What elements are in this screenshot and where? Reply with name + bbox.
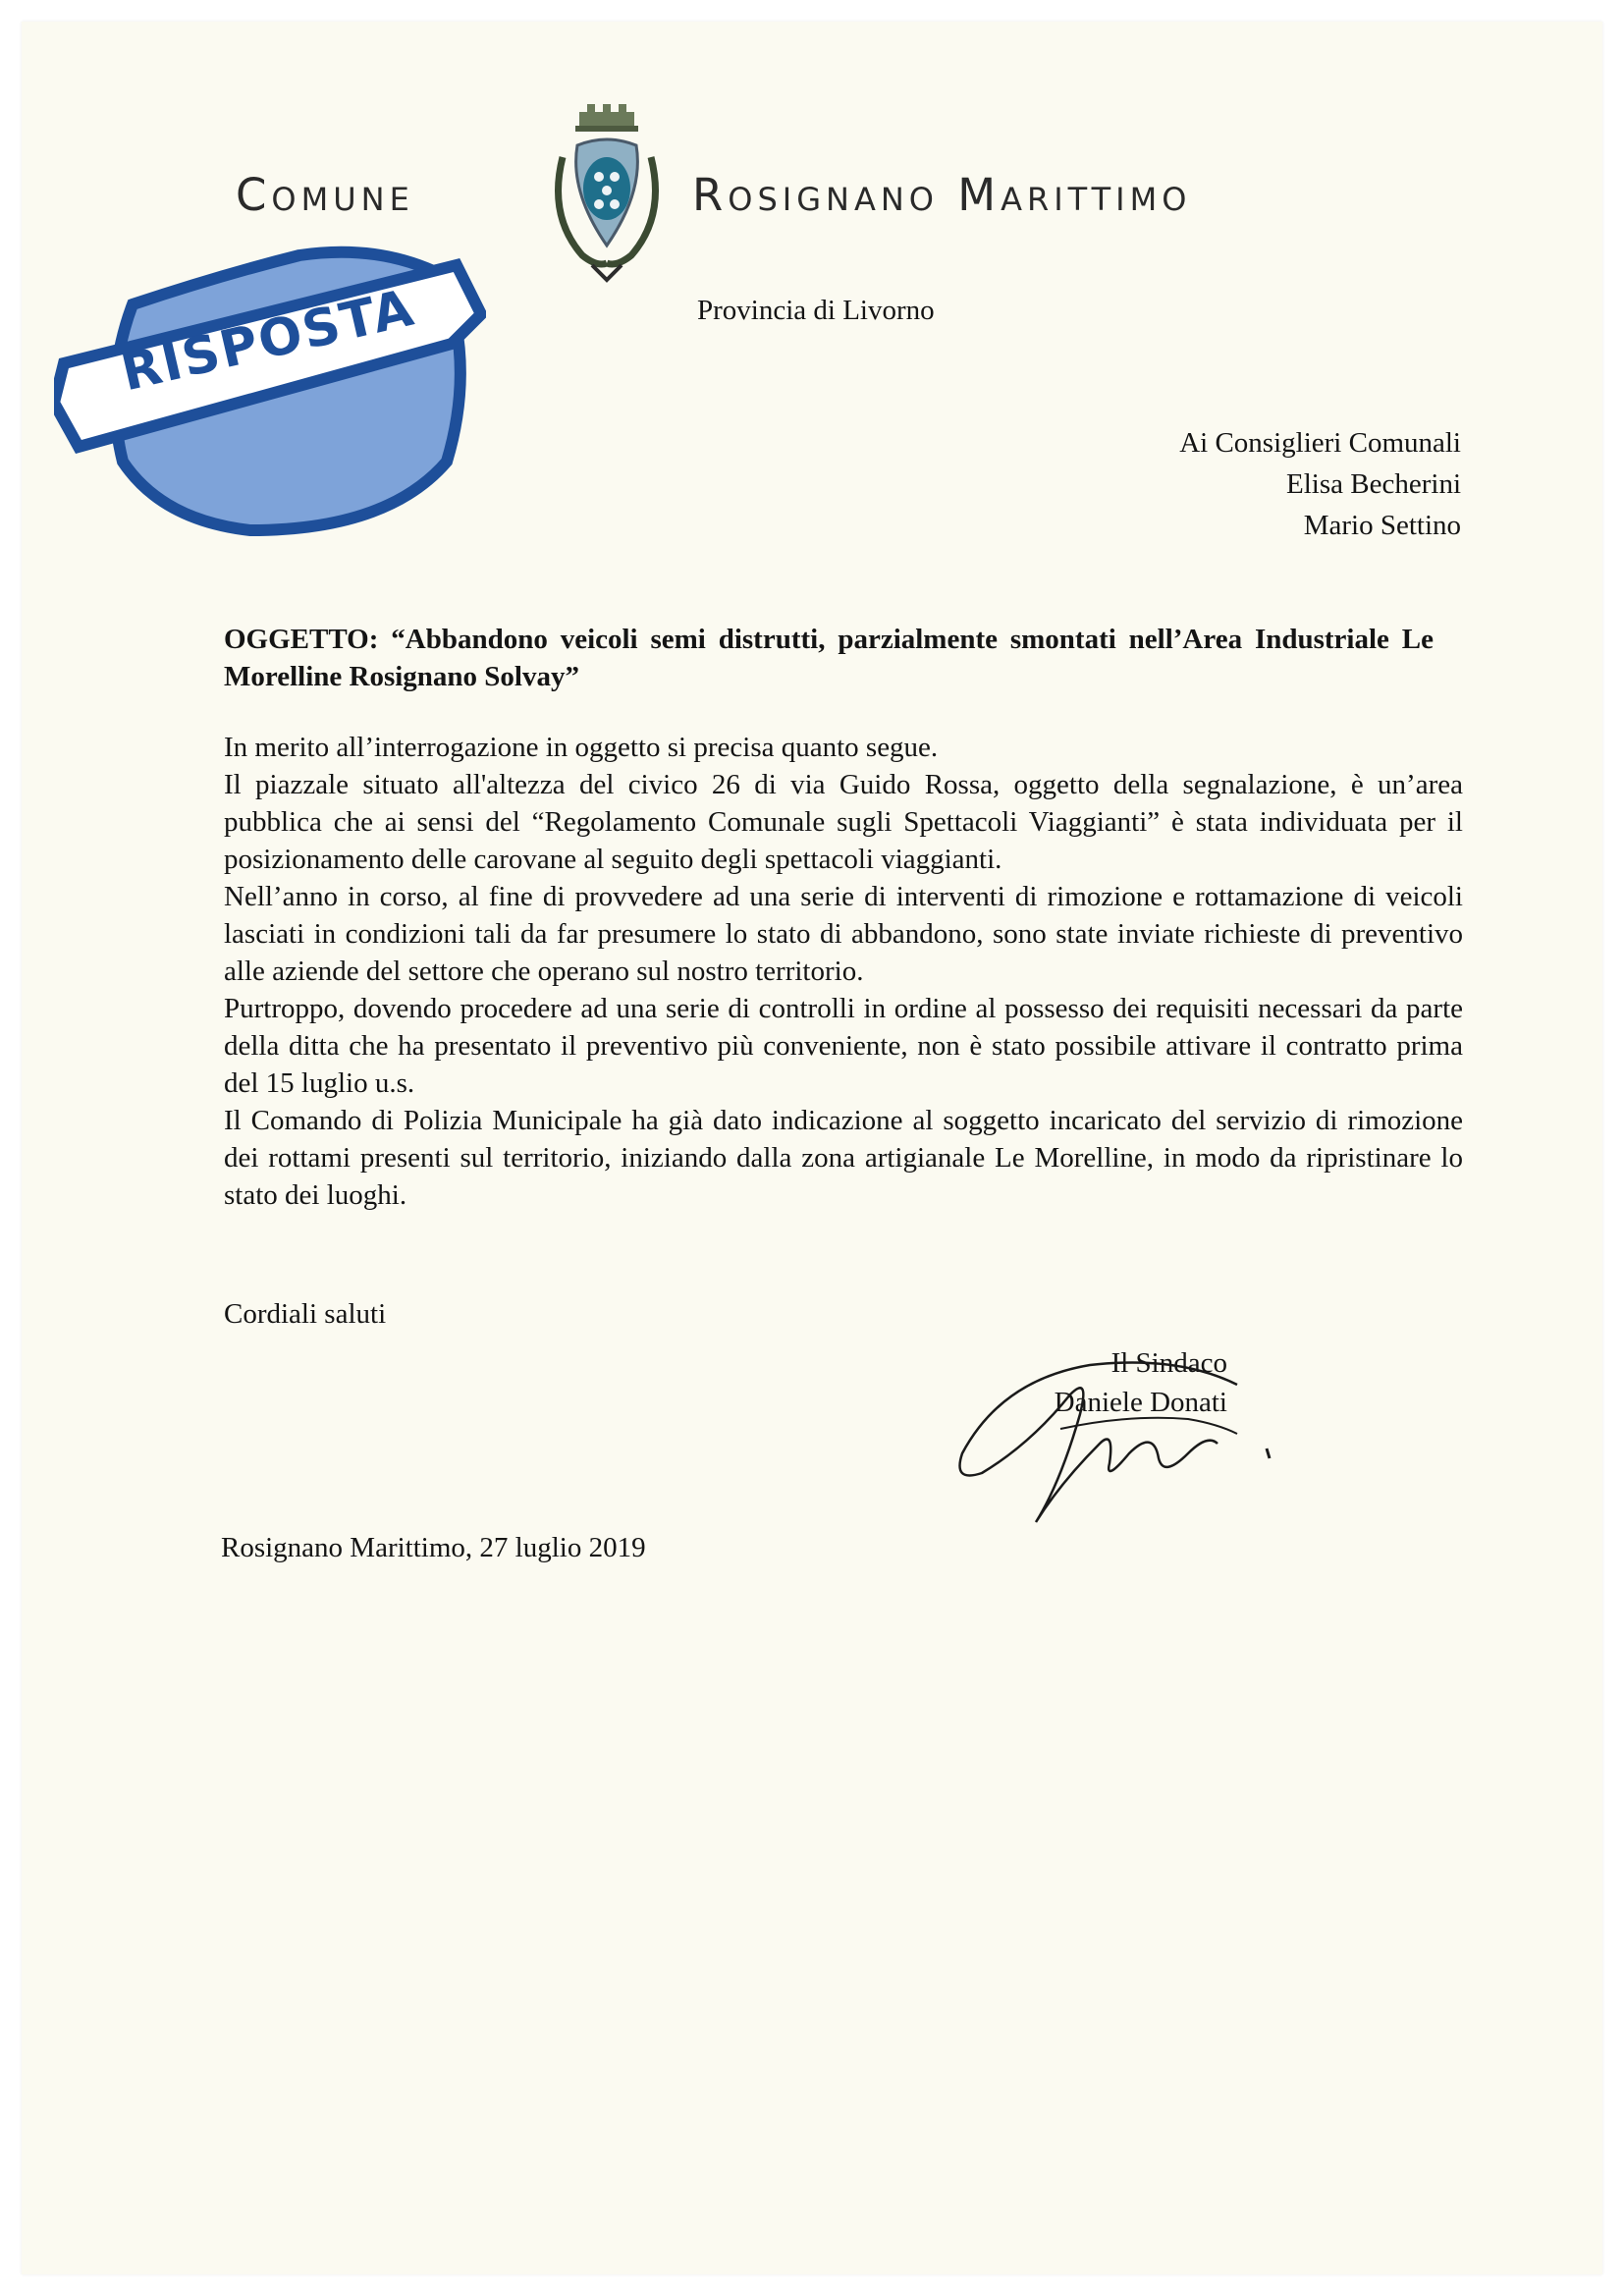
recipients-block: [1179, 422, 1461, 546]
signer-role: Il Sindaco: [1110, 1347, 1227, 1379]
province-line: Provincia di Livorno: [697, 295, 935, 326]
municipal-crest-icon: [538, 98, 676, 285]
signer-name: Daniele Donati: [1054, 1387, 1227, 1418]
date-line: Rosignano Marittimo, 27 luglio 2019: [221, 1532, 646, 1563]
closing-line: Cordiali saluti: [224, 1298, 387, 1330]
letter-body: [224, 729, 1463, 1214]
body-paragraph: In merito all’interrogazione in oggetto si precisa quanto segue.: [224, 732, 939, 763]
header-rosignano-marittimo: Rosignano Marittimo: [692, 169, 1192, 221]
body-paragraph: Il piazzale situato all'altezza del civico 26 di via Guido Rossa, oggetto della segnalazione, è un’area pubblica che ai sensi del “Regolamento Comunale sugli Spettacoli Viaggianti” è stata individuata per il posizionamento delle carovane al seguito degli spettacoli viaggianti.: [224, 769, 1463, 875]
risposta-stamp-label: RISPOSTA: [116, 278, 420, 404]
body-paragraph: Purtroppo, dovendo procedere ad una serie di controlli in ordine al possesso dei requisiti necessari da parte della ditta che ha presentato il preventivo più conveniente, non è stato possibile attivare il contratto prima del 15 luglio u.s.: [224, 993, 1463, 1099]
risposta-stamp: [54, 236, 486, 550]
recipient-line: Elisa Becherini: [1286, 468, 1461, 500]
handwritten-signature: [943, 1336, 1296, 1532]
header-comune: Comune: [236, 169, 414, 221]
body-paragraph: Il Comando di Polizia Municipale ha già dato indicazione al soggetto incaricato del servizio di rimozione dei rottami presenti sul territorio, iniziando dalla zona artigianale Le Morelline, in modo da ripristinare lo stato dei luoghi.: [224, 1105, 1463, 1211]
recipient-line: Ai Consiglieri Comunali: [1179, 427, 1461, 459]
body-paragraph: Nell’anno in corso, al fine di provvedere ad una serie di interventi di rimozione e rottamazione di veicoli lasciati in condizioni tali da far presumere lo stato di abbandono, sono state inviate richieste di preventivo alle aziende del settore che operano sul nostro territorio.: [224, 881, 1463, 987]
subject-line: OGGETTO: “Abbandono veicoli semi distrutti, parzialmente smontati nell’Area Industriale Le Morelline Rosignano Solvay”: [224, 624, 1434, 692]
recipient-line: Mario Settino: [1303, 510, 1461, 541]
